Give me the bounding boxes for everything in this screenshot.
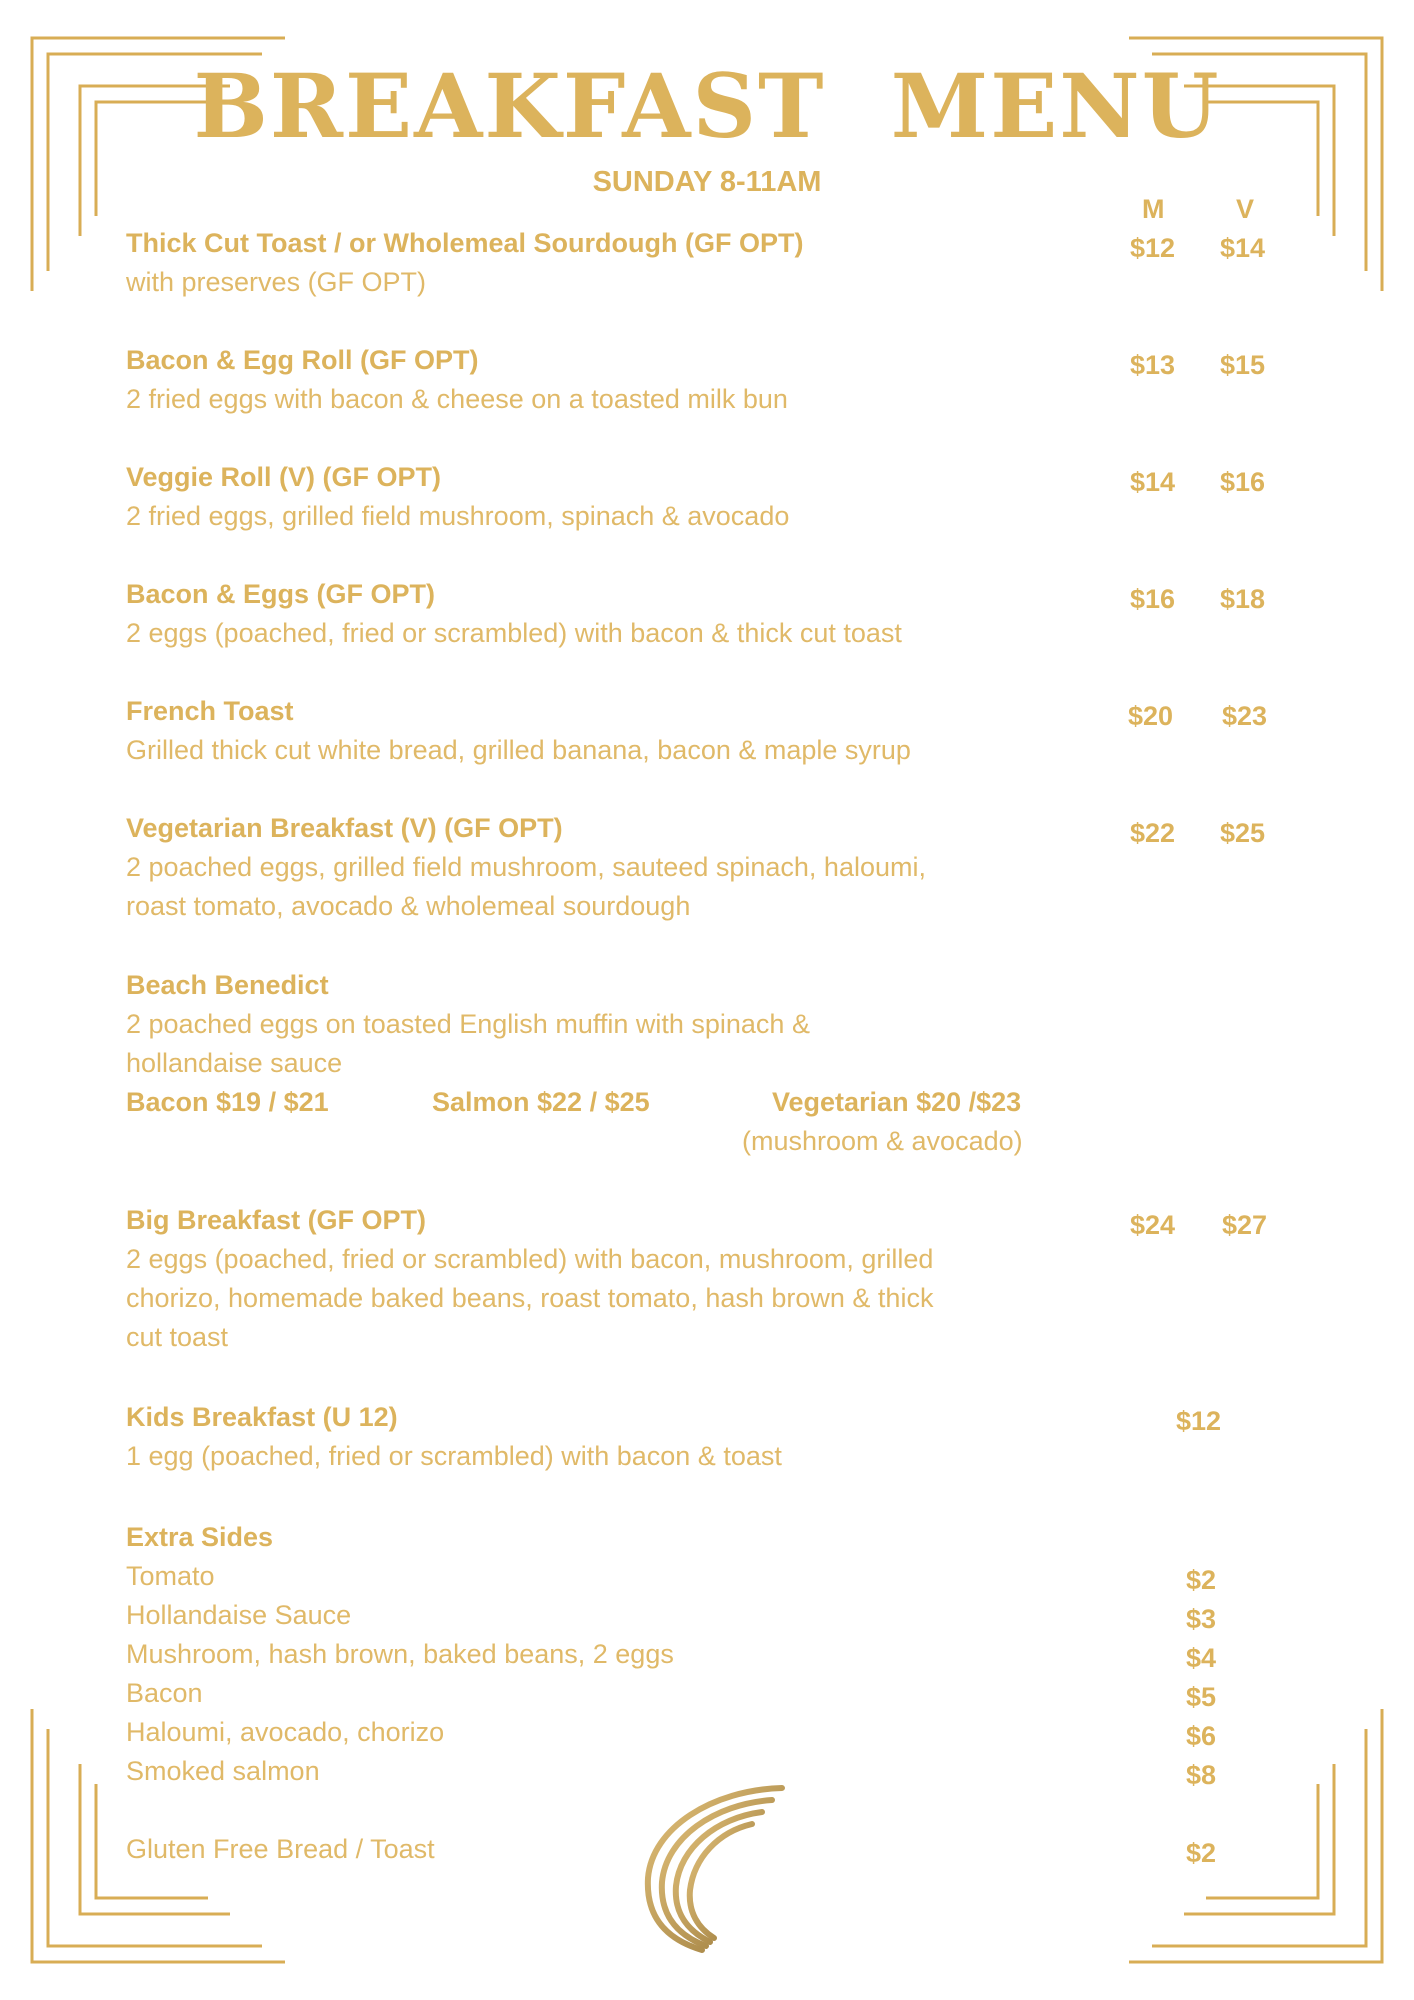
item-name: Beach Benedict [126, 970, 329, 1000]
page-title: BREAKFAST MENU [193, 54, 1221, 158]
price-m: $16 [1130, 584, 1176, 614]
side-price: $8 [1186, 1760, 1217, 1790]
item-description: 2 eggs (poached, fried or scrambled) with bacon, mushroom, grilled [126, 1244, 934, 1274]
side-item: Haloumi, avocado, chorizo [126, 1717, 445, 1747]
extra-sides-title: Extra Sides [126, 1522, 274, 1552]
price-m: $24 [1130, 1210, 1176, 1240]
item-description: hollandaise sauce [126, 1048, 343, 1078]
side-item: Tomato [126, 1561, 215, 1591]
item-description: 2 poached eggs on toasted English muffin with spinach & [126, 1009, 810, 1039]
side-price: $3 [1186, 1604, 1217, 1634]
side-item: Gluten Free Bread / Toast [126, 1834, 435, 1864]
bottom-right-corner-ornament [1124, 1704, 1384, 1964]
item-name: Kids Breakfast (U 12) [126, 1402, 398, 1432]
side-price: $2 [1186, 1838, 1217, 1868]
price-v: $27 [1222, 1210, 1268, 1240]
side-item: Smoked salmon [126, 1756, 320, 1786]
price-m: $14 [1130, 467, 1176, 497]
price-m: $20 [1128, 701, 1174, 731]
item-name: French Toast [126, 696, 294, 726]
side-price: $4 [1186, 1643, 1217, 1673]
menu-hours: SUNDAY 8-11AM [592, 166, 822, 198]
item-description: 2 fried eggs with bacon & cheese on a toasted milk bun [126, 384, 788, 414]
side-item: Bacon [126, 1678, 203, 1708]
price-v: $14 [1220, 233, 1266, 263]
menu-item [126, 224, 1086, 302]
variant-bacon: Bacon $19 / $21 [126, 1087, 329, 1117]
menu-item [126, 809, 1086, 926]
menu-item [126, 1398, 1086, 1476]
menu-item [126, 1201, 1086, 1357]
menu-item [126, 575, 1086, 653]
variant-salmon: Salmon $22 / $25 [432, 1087, 650, 1117]
menu-item [126, 458, 1086, 536]
price-v: $23 [1222, 701, 1268, 731]
item-name: Bacon & Eggs (GF OPT) [126, 579, 436, 609]
price-single: $12 [1176, 1406, 1222, 1436]
item-description: with preserves (GF OPT) [126, 267, 427, 297]
item-description: 2 poached eggs, grilled field mushroom, sauteed spinach, haloumi, [126, 852, 926, 882]
price-m: $22 [1130, 818, 1176, 848]
side-price: $2 [1186, 1565, 1217, 1595]
side-item: Mushroom, hash brown, baked beans, 2 eggs [126, 1639, 674, 1669]
item-name: Thick Cut Toast / or Wholemeal Sourdough (GF OPT) [126, 228, 804, 258]
column-header-v: V [1236, 194, 1255, 224]
price-v: $25 [1220, 818, 1266, 848]
side-price: $6 [1186, 1721, 1217, 1751]
item-description: 2 fried eggs, grilled field mushroom, spinach & avocado [126, 501, 790, 531]
price-v: $15 [1220, 350, 1266, 380]
price-v: $16 [1220, 467, 1266, 497]
side-item: Hollandaise Sauce [126, 1600, 352, 1630]
price-v: $18 [1220, 584, 1266, 614]
item-description: chorizo, homemade baked beans, roast tomato, hash brown & thick [126, 1283, 934, 1313]
column-header-m: M [1142, 194, 1165, 224]
wave-logo-icon [622, 1778, 792, 1958]
item-description: roast tomato, avocado & wholemeal sourdough [126, 891, 691, 921]
side-price: $5 [1186, 1682, 1217, 1712]
menu-item [126, 966, 1086, 1083]
item-description: 1 egg (poached, fried or scrambled) with bacon & toast [126, 1441, 782, 1471]
menu-item [126, 692, 1086, 770]
item-name: Big Breakfast (GF OPT) [126, 1205, 427, 1235]
item-description: 2 eggs (poached, fried or scrambled) with bacon & thick cut toast [126, 618, 902, 648]
variant-vegetarian: Vegetarian $20 /$23 [772, 1087, 1022, 1117]
item-description: cut toast [126, 1322, 229, 1352]
item-description: Grilled thick cut white bread, grilled banana, bacon & maple syrup [126, 735, 911, 765]
item-name: Veggie Roll (V) (GF OPT) [126, 462, 442, 492]
variant-vegetarian-note: (mushroom & avocado) [742, 1126, 1023, 1156]
price-m: $13 [1130, 350, 1176, 380]
price-m: $12 [1130, 233, 1176, 263]
menu-item [126, 341, 1086, 419]
item-name: Bacon & Egg Roll (GF OPT) [126, 345, 479, 375]
item-name: Vegetarian Breakfast (V) (GF OPT) [126, 813, 563, 843]
